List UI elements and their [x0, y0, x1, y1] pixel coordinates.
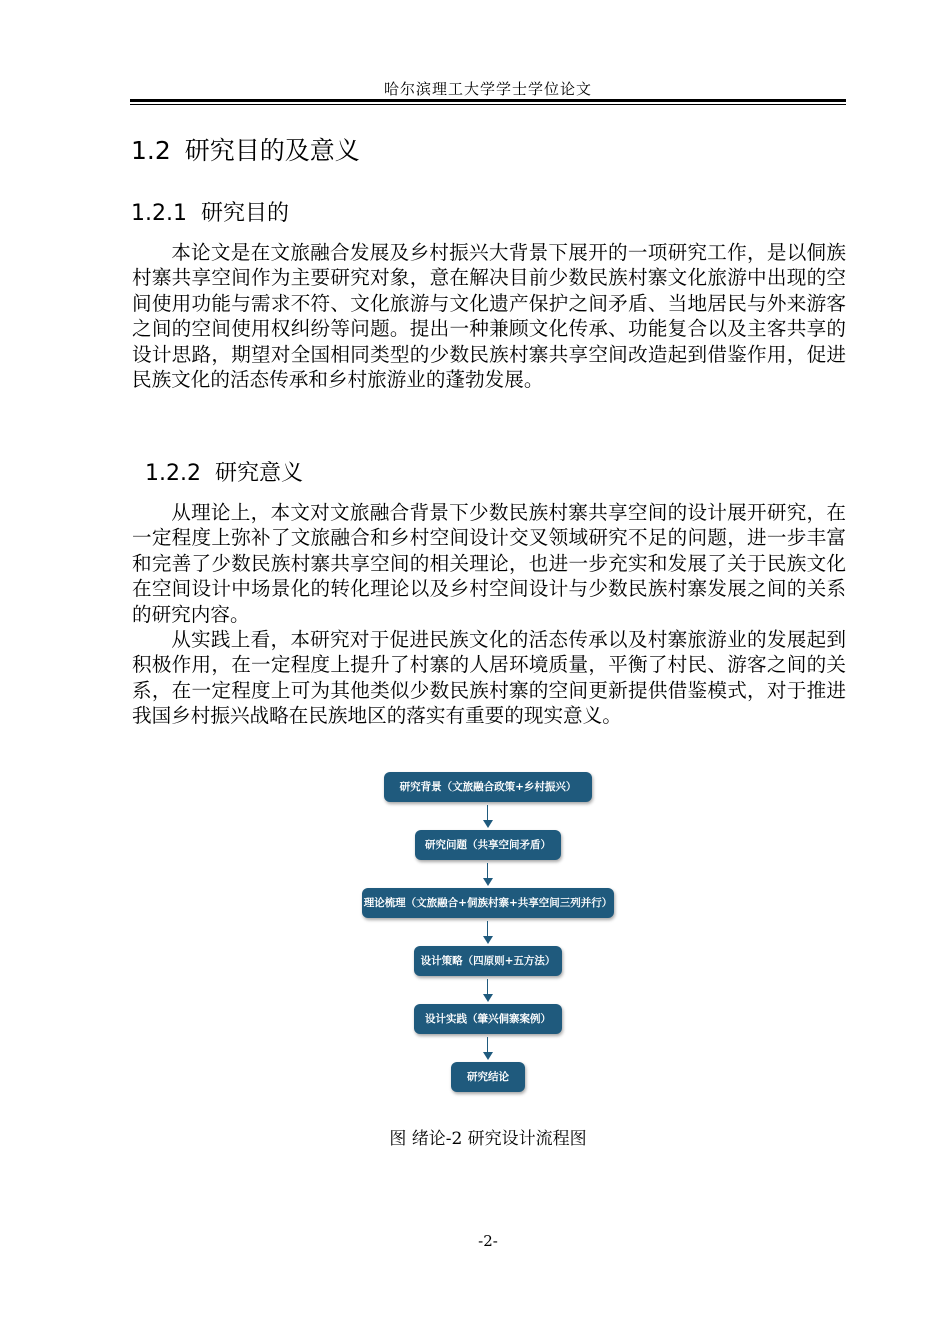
subsection-heading-1 — [131, 196, 289, 227]
figure-caption: 图 绪论-2 研究设计流程图 — [389, 1129, 587, 1149]
section-title: 研究目的及意义 — [184, 136, 360, 165]
paragraph-research-purpose: 本论文是在文旅融合发展及乡村振兴大背景下展开的一项研究工作，是以侗族村寨共享空间作为主要研究对象，意在解决目前少数民族村寨文化旅游中出现的空间使用功能与需求不符、文化旅游与文化遗产保护之间矛盾、当地居民与外来游客之间的空间使用权纠纷等问题。提出一种兼顾文化传承、功能复合以及主客共享的设计思路，期望对全国相同类型的少数民族村寨共享空间改造起到借鉴作用，促进民族文化的活态传承和乡村旅游业的蓬勃发展。 — [132, 241, 846, 392]
section-number: 1.2 — [131, 136, 171, 165]
paragraph-theoretical-significance: 从理论上，本文对文旅融合背景下少数民族村寨共享空间的设计展开研究，在一定程度上弥补了文旅融合和乡村空间设计交叉领域研究不足的问题，进一步丰富和完善了少数民族村寨共享空间的相关理论，也进一步充实和发展了关于民族文化在空间设计中场景化的转化理论以及乡村空间设计与少数民族村寨发展之间的关系的研究内容。 — [132, 501, 846, 626]
flow-step-theory: 理论梳理（文旅融合+侗族村寨+共享空间三列并行） — [362, 888, 614, 918]
flow-arrow — [483, 979, 493, 1003]
flow-arrow — [483, 805, 493, 829]
subsection-title-1: 研究目的 — [200, 201, 289, 226]
header-rule-thick — [130, 99, 846, 102]
flow-step-practice: 设计实践（肇兴侗寨案例） — [414, 1004, 562, 1034]
subsection-number-2: 1.2.2 — [145, 461, 201, 486]
flow-step-conclusion: 研究结论 — [451, 1062, 525, 1092]
flow-arrow — [483, 921, 493, 945]
flow-step-strategy: 设计策略（四原则+五方法） — [414, 946, 562, 976]
page-number: -2- — [478, 1232, 498, 1250]
running-header: 哈尔滨理工大学学士学位论文 — [383, 80, 592, 98]
flow-arrow — [483, 863, 493, 887]
subsection-number-1: 1.2.1 — [131, 201, 187, 226]
section-heading — [131, 131, 360, 167]
header-rule-thin — [130, 104, 846, 105]
paragraph-practical-significance: 从实践上看，本研究对于促进民族文化的活态传承以及村寨旅游业的发展起到积极作用，在一定程度上提升了村寨的人居环境质量，平衡了村民、游客之间的关系，在一定程度上可为其他类似少数民族村寨的空间更新提供借鉴模式，对于推进我国乡村振兴战略在民族地区的落实有重要的现实意义。 — [132, 628, 846, 728]
subsection-title-2: 研究意义 — [214, 461, 303, 486]
flow-arrow — [483, 1037, 493, 1061]
flow-step-background: 研究背景（文旅融合政策+乡村振兴） — [384, 772, 592, 802]
subsection-heading-2 — [145, 456, 303, 487]
flow-step-problem: 研究问题（共享空间矛盾） — [415, 830, 561, 860]
research-flowchart — [0, 770, 950, 1100]
